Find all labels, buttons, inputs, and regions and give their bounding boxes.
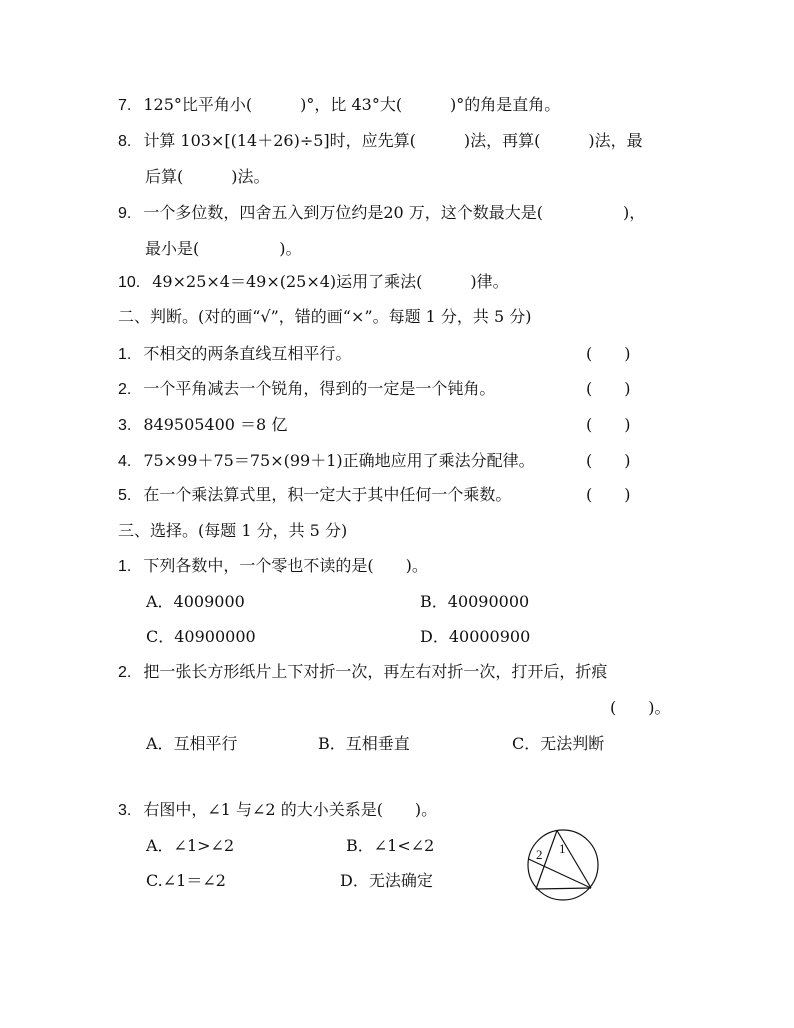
choice-question-3 <box>118 799 437 822</box>
option-c[interactable]: C.∠1＝∠2 <box>146 871 226 890</box>
question-text: 49×25×4＝49×(25×4)运用了乘法( )律。 <box>152 272 509 291</box>
question-number: 5. <box>118 487 132 504</box>
question-number: 8. <box>118 133 132 150</box>
option-c[interactable]: C．无法判断 <box>512 734 605 753</box>
judge-item-4 <box>118 450 535 473</box>
option-a[interactable]: A．4009000 <box>146 592 245 611</box>
option-b[interactable]: B．40090000 <box>420 592 530 611</box>
option-d[interactable]: D．无法确定 <box>340 871 433 890</box>
answer-paren[interactable]: ( ) <box>586 415 631 434</box>
question-number: 1. <box>118 558 132 575</box>
judge-item-1 <box>118 343 351 366</box>
question-number: 9. <box>118 205 132 222</box>
question-text: 75×99＋75＝75×(99＋1)正确地应用了乘法分配律。 <box>143 451 535 470</box>
judge-item-3 <box>118 414 287 437</box>
question-number: 3. <box>118 417 132 434</box>
question-8-continued <box>145 166 270 188</box>
question-number: 3. <box>118 802 132 819</box>
question-10 <box>118 271 509 294</box>
question-text: 右图中，∠1 与∠2 的大小关系是( )。 <box>143 800 438 819</box>
answer-paren[interactable]: ( ) <box>586 379 631 398</box>
answer-paren[interactable]: ( ) <box>586 344 631 363</box>
question-number: 10. <box>118 274 141 291</box>
option-c[interactable]: C．40900000 <box>146 627 256 646</box>
circle-angle-figure <box>525 827 601 903</box>
question-text: 849505400 ＝8 亿 <box>143 415 288 434</box>
answer-paren[interactable]: ( ) <box>586 451 631 470</box>
choice-question-2 <box>118 661 607 684</box>
question-number: 7. <box>118 97 132 114</box>
judge-item-2 <box>118 378 495 401</box>
section-choice-heading: 三、选择。(每题 1 分，共 5 分) <box>118 521 348 540</box>
question-text: 下列各数中，一个零也不读的是( )。 <box>143 556 428 575</box>
question-text: 125°比平角小( )°，比 43°大( )°的角是直角。 <box>143 95 561 114</box>
question-text: 后算( )法。 <box>145 167 270 186</box>
question-number: 1. <box>118 346 132 363</box>
question-text: 一个平角减去一个锐角，得到的一定是一个钝角。 <box>143 379 496 398</box>
question-number: 2. <box>118 664 132 681</box>
answer-paren[interactable]: ( ) <box>586 485 631 504</box>
option-d[interactable]: D．40000900 <box>420 627 531 646</box>
section-judge-heading: 二、判断。(对的画“√”，错的画“×”。每题 1 分，共 5 分) <box>118 307 532 326</box>
question-8 <box>118 130 643 153</box>
option-b[interactable]: B．互相垂直 <box>318 734 410 753</box>
option-b[interactable]: B．∠1<∠2 <box>346 836 435 855</box>
angle-1-label: 1 <box>559 841 566 856</box>
question-text: 最小是( )。 <box>145 239 302 258</box>
question-9 <box>118 202 645 225</box>
choice-question-1 <box>118 555 428 578</box>
question-text: 一个多位数，四舍五入到万位约是20 万，这个数最大是( )， <box>143 203 646 222</box>
option-a[interactable]: A．互相平行 <box>146 734 238 753</box>
question-number: 4. <box>118 453 132 470</box>
question-number: 2. <box>118 381 132 398</box>
question-7 <box>118 94 560 117</box>
judge-item-5 <box>118 484 511 507</box>
angle-2-label: 2 <box>536 847 543 862</box>
option-a[interactable]: A．∠1>∠2 <box>146 836 235 855</box>
chord <box>536 888 591 889</box>
question-text: 在一个乘法算式里，积一定大于其中任何一个乘数。 <box>143 485 512 504</box>
question-text: 不相交的两条直线互相平行。 <box>143 344 352 363</box>
question-9-continued <box>145 238 302 260</box>
answer-paren[interactable]: ( )。 <box>610 698 671 717</box>
question-text: 计算 103×[(14＋26)÷5]时，应先算( )法，再算( )法，最 <box>143 131 643 150</box>
question-text: 把一张长方形纸片上下对折一次，再左右对折一次，打开后，折痕 <box>143 662 608 681</box>
